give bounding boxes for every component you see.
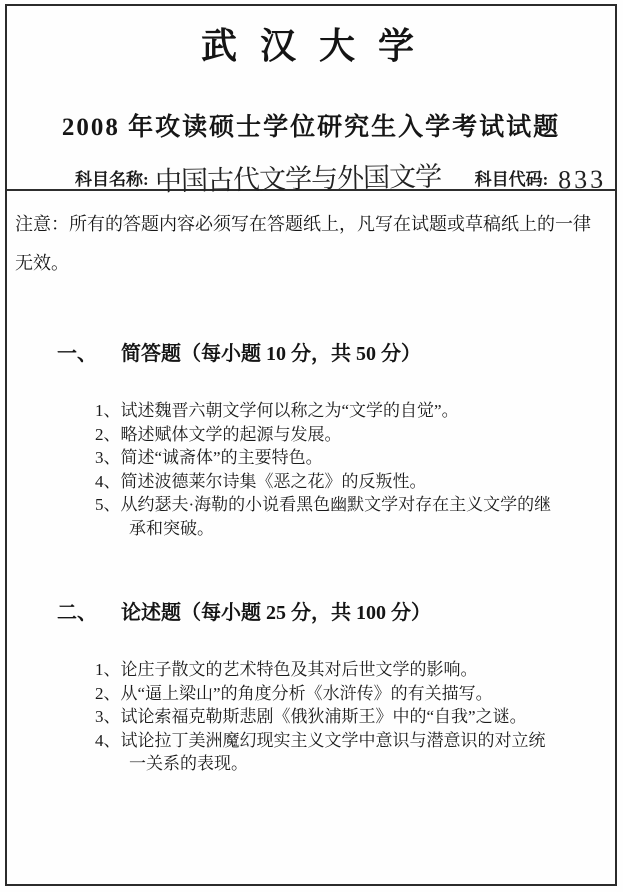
- subject-name-value: 中国古代文学与外国文学: [154, 161, 442, 197]
- subject-row: [75, 154, 607, 197]
- section-title: 简答题（每小题 10 分，共 50 分）: [121, 343, 421, 365]
- question-item: 1、论庄子散文的艺术特色及其对后世文学的影响。: [95, 660, 478, 679]
- question-item: 4、简述波德莱尔诗集《恶之花》的反叛性。: [95, 471, 427, 491]
- subject-name-label: 科目名称:: [75, 170, 149, 189]
- page-border-frame: [5, 4, 617, 886]
- question-item: 5、从约瑟夫·海勒的小说看黑色幽默文学对存在主义文学的继承和突破。: [95, 495, 552, 538]
- question-list: [95, 658, 557, 776]
- question-item: 1、试述魏晋六朝文学何以称之为“文学的自觉”。: [95, 401, 459, 420]
- section-number: 一、: [57, 343, 97, 365]
- subject-code-label: 科目代码:: [474, 170, 549, 189]
- notice-text: 注意：所有的答题内容必须写在答题纸上，凡写在试题或草稿纸上的一律无效。: [15, 214, 591, 273]
- exam-title: 2008 年攻读硕士学位研究生入学考试试题: [61, 114, 561, 141]
- section-heading: [57, 596, 615, 625]
- section-essay: [7, 596, 615, 776]
- question-item: 3、简述“诚斋体”的主要特色。: [95, 448, 323, 467]
- question-item: 3、试论索福克勒斯悲剧《俄狄浦斯王》中的“自我”之谜。: [95, 707, 527, 726]
- exam-header: [7, 18, 615, 197]
- question-item: 2、略述赋体文学的起源与发展。: [95, 424, 342, 444]
- section-heading: [57, 337, 615, 366]
- question-item: 4、试论拉丁美洲魔幻现实主义文学中意识与潜意识的对立统一关系的表现。: [95, 730, 546, 773]
- question-item: 2、从“逼上梁山”的角度分析《水浒传》的有关描写。: [95, 683, 493, 703]
- question-list: [95, 399, 557, 540]
- section-number: 二、: [57, 602, 97, 624]
- section-title: 论述题（每小题 25 分，共 100 分）: [121, 602, 431, 624]
- university-title: 武 汉 大 学: [200, 26, 421, 66]
- subject-code-value: 833: [558, 164, 607, 195]
- section-short-answer: [7, 337, 615, 540]
